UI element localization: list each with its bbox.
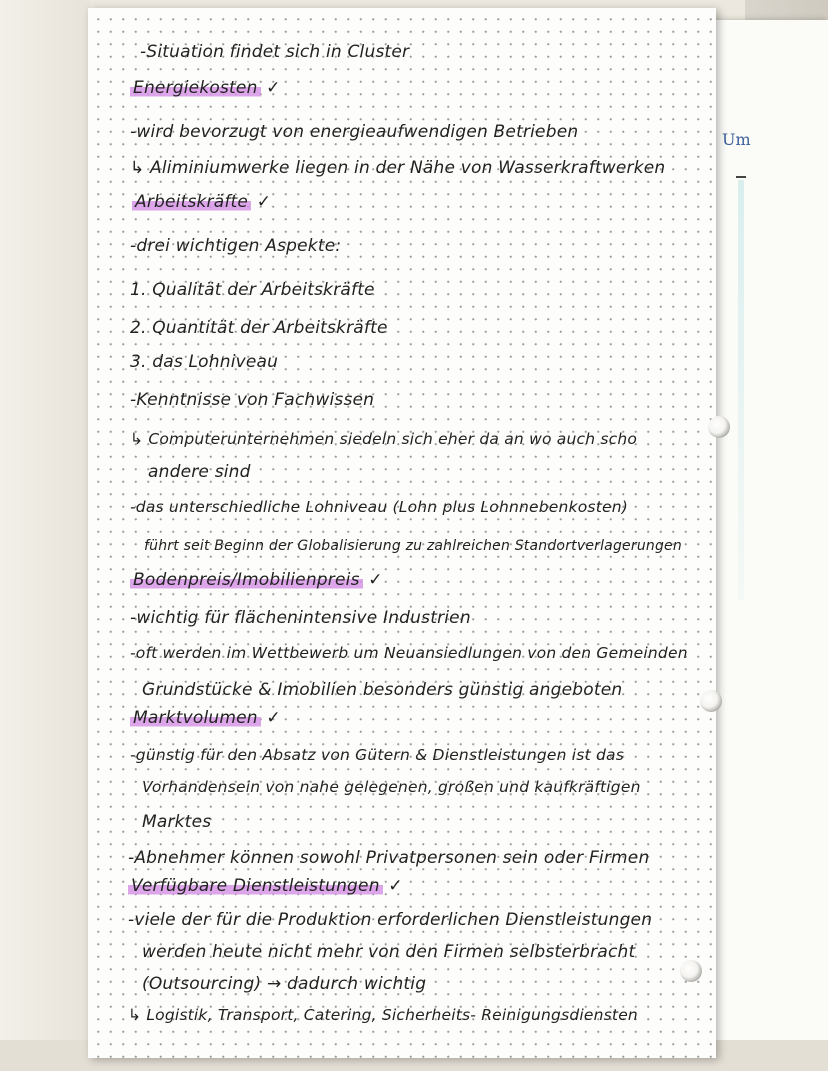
punch-hole xyxy=(700,690,722,712)
section-heading-bodenpreis xyxy=(130,570,383,590)
note-line: -günstig für den Absatz von Gütern & Dienstleistungen ist das xyxy=(130,746,624,764)
note-line: -Situation findet sich in Cluster xyxy=(140,42,410,62)
heading-text: Bodenpreis/Imobilienpreis xyxy=(130,570,363,590)
note-line: -Abnehmer können sowohl Privatpersonen sein oder Firmen xyxy=(128,848,650,868)
check-mark-icon: ✓ xyxy=(266,78,281,98)
section-heading-energiekosten xyxy=(130,78,281,98)
next-page-text: Um xyxy=(722,130,751,149)
note-line: -viele der für die Produktion erforderlichen Dienstleistungen xyxy=(128,910,653,930)
note-line: -das unterschiedliche Lohniveau (Lohn plus Lohnnebenkosten) xyxy=(130,498,628,516)
background-surface xyxy=(0,0,90,1071)
note-line: ↳ Computerunternehmen siedeln sich eher da an wo auch scho xyxy=(130,430,638,448)
check-mark-icon: ✓ xyxy=(388,876,403,896)
heading-text: Arbeitskräfte xyxy=(132,192,251,212)
note-line: -wird bevorzugt von energieaufwendigen Betrieben xyxy=(130,122,579,142)
heading-text: Energiekosten xyxy=(130,78,261,98)
note-line: -oft werden im Wettbewerb um Neuansiedlungen von den Gemeinden xyxy=(130,644,688,662)
note-line: 1. Qualität der Arbeitskräfte xyxy=(130,280,375,300)
heading-text: Marktvolumen xyxy=(130,708,261,728)
next-page-highlight xyxy=(738,180,744,600)
note-line: Marktes xyxy=(142,812,212,832)
check-mark-icon: ✓ xyxy=(256,192,272,212)
note-line: -drei wichtigen Aspekte: xyxy=(130,236,342,256)
note-line: -Kenntnisse von Fachwissen xyxy=(130,390,375,410)
punch-hole xyxy=(680,960,702,982)
note-line: führt seit Beginn der Globalisierung zu zahlreichen Standortverlagerungen xyxy=(144,538,682,554)
check-mark-icon: ✓ xyxy=(368,570,383,590)
note-line: andere sind xyxy=(148,462,251,482)
note-line: ↳ Logistik, Transport, Catering, Sicherheits- Reinigungsdiensten xyxy=(128,1006,638,1024)
note-line: ↳ Aliminiumwerke liegen in der Nähe von Wasserkraftwerken xyxy=(130,158,666,178)
section-heading-marktvolumen xyxy=(130,708,281,728)
note-line: (Outsourcing) → dadurch wichtig xyxy=(142,974,427,994)
section-heading-dienstleistungen xyxy=(128,876,403,896)
note-line: Grundstücke & Imobilien besonders günstig angeboten xyxy=(142,680,623,700)
section-heading-arbeitskraefte xyxy=(132,192,271,212)
note-line: 3. das Lohniveau xyxy=(130,352,279,372)
punch-hole xyxy=(708,416,730,438)
note-line: -wichtig für flächenintensive Industrien xyxy=(130,608,471,628)
check-mark-icon: ✓ xyxy=(266,708,281,728)
note-line: werden heute nicht mehr von den Firmen selbsterbracht xyxy=(142,942,636,962)
note-line: Vorhandensein von nahe gelegenen, großen und kaufkräftigen xyxy=(142,778,641,796)
next-page-dash xyxy=(736,176,746,178)
heading-text: Verfügbare Dienstleistungen xyxy=(128,876,383,896)
note-line: 2. Quantität der Arbeitskräfte xyxy=(130,318,388,338)
notebook-page xyxy=(88,8,716,1058)
